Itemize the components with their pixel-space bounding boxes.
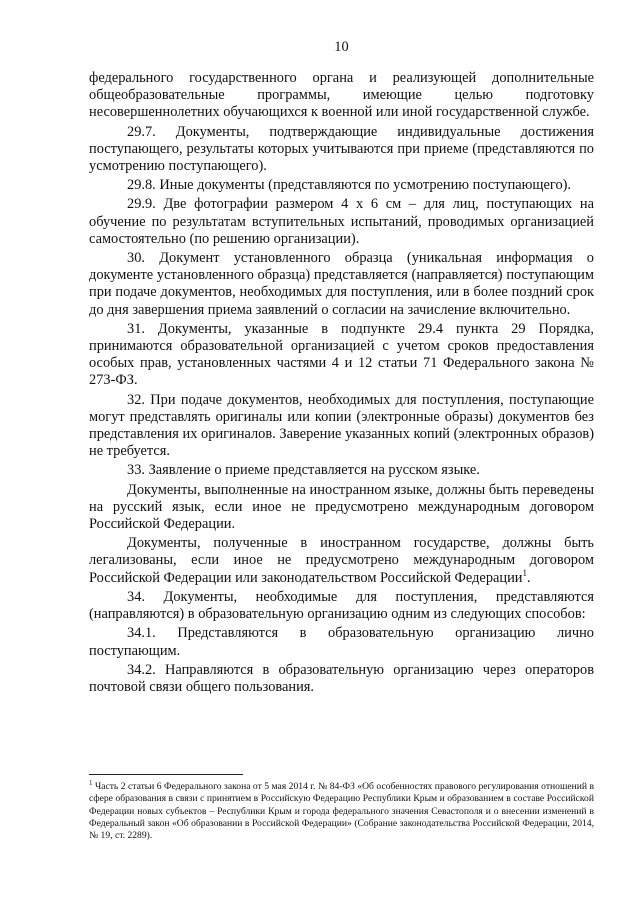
paragraph: 34.1. Представляются в образовательную организацию лично поступающим. (89, 625, 594, 659)
paragraph: 30. Документ установленного образца (уникальная информация о документе установленного образца) представляется (направляется) поступающим при подаче документов, необходимых для поступления, или в более поздний срок до дня завершения приема заявлений о согласии на зачисление включительно. (89, 250, 594, 318)
body-text (89, 70, 594, 696)
paragraph: Документы, выполненные на иностранном языке, должны быть переведены на русский язык, если иное не предусмотрено международным договором Российской Федерации. (89, 481, 594, 533)
paragraph: 29.7. Документы, подтверждающие индивидуальные достижения поступающего, результаты которых учитываются при приеме (представляются по усмотрению поступающего). (89, 123, 594, 175)
footnote (89, 778, 594, 842)
page-number: 10 (334, 39, 349, 55)
footnote-text: Часть 2 статьи 6 Федерального закона от 5 мая 2014 г. № 84-ФЗ «Об особенностях правового регулирования отношений в сфере образования в связи с принятием в Российскую Федерацию Республики Крым и образованием в составе Российской Федерации новых субъектов – Республики Крым и города федерального значения Севастополя и о внесении изменений в Федеральный закон «Об образовании в Российской Федерации» (Собрание законодательства Российской Федерации, 2014, № 19, ст. 2289). (89, 781, 594, 842)
footnote-reference[interactable]: 1 (522, 567, 528, 578)
paragraph: 29.8. Иные документы (представляются по усмотрению поступающего). (127, 177, 572, 194)
paragraph: 31. Документы, указанные в подпункте 29.4 пункта 29 Порядка, принимаются образовательной организацией с учетом сроков предоставления особых прав, установленных частями 4 и 12 статьи 71 Федерального закона № 273-ФЗ. (89, 320, 594, 389)
paragraph: федерального государственного органа и реализующей дополнительные общеобразовательные программы, имеющие целью подготовку несовершеннолетних обучающихся к военной или иной государственной службе. (89, 70, 594, 121)
paragraph: 33. Заявление о приеме представляется на русском языке. (127, 462, 480, 479)
paragraph: 32. При подаче документов, необходимых для поступления, поступающие могут представлять оригиналы или копии (электронные образы) документов без представления их оригиналов. Заверение указанных копий (электронных образов) не требуется. (89, 391, 594, 460)
paragraph: 34. Документы, необходимые для поступления, представляются (направляются) в образовательную организацию одним из следующих способов: (89, 588, 594, 623)
paragraph-tail: . (527, 569, 531, 586)
paragraph-with-footnote (89, 535, 594, 587)
footnote-separator (89, 774, 243, 775)
paragraph: 34.2. Направляются в образовательную организацию через операторов почтовой связи общего пользования. (89, 661, 594, 695)
paragraph-text: Документы, полученные в иностранном государстве, должны быть легализованы, если иное не предусмотрено международным договором Российской Федерации или законодательством Российской Федерации (89, 535, 594, 586)
paragraph: 29.9. Две фотографии размером 4 х 6 см – для лиц, поступающих на обучение по результатам вступительных испытаний, проводимых организацией самостоятельно (по решению организации). (89, 196, 594, 247)
footnote-marker: 1 (89, 778, 93, 787)
